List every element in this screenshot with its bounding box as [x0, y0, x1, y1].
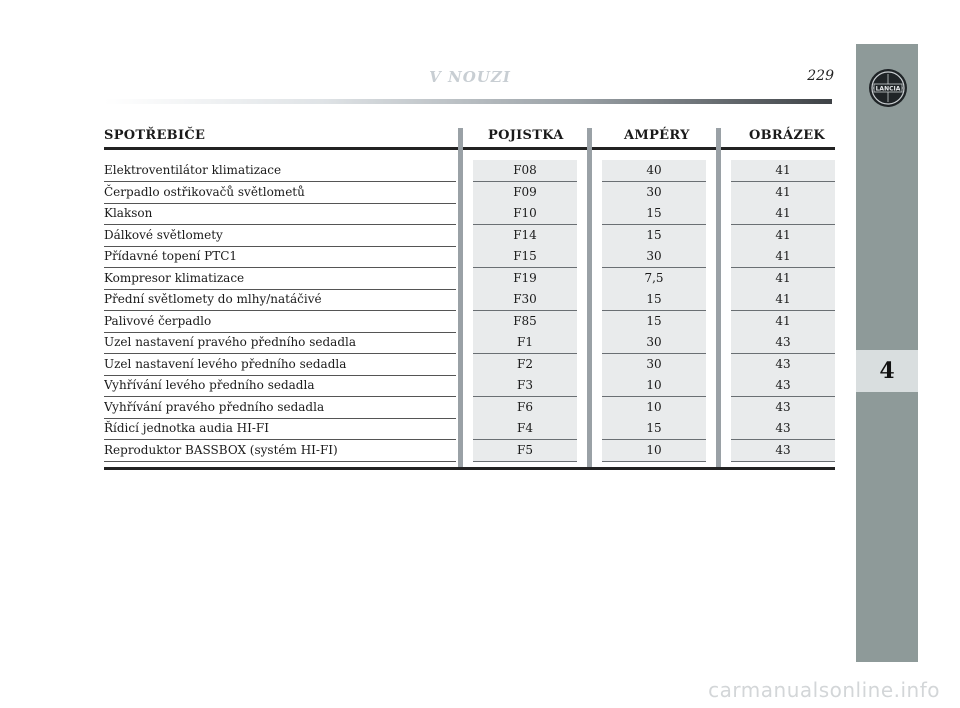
header-rule — [104, 99, 832, 104]
table-cell-figure: 41 — [731, 311, 835, 333]
table-cell-amps: 30 — [602, 332, 706, 354]
table-row-consumer: Dálkové světlomety — [104, 225, 456, 247]
table-row-consumer: Palivové čerpadlo — [104, 311, 456, 333]
table-cell-amps: 10 — [602, 375, 706, 397]
watermark-text: carmanualsonline.info — [708, 678, 940, 702]
fuse-table — [104, 124, 835, 474]
table-cell-fuse: F1 — [473, 332, 577, 354]
column-divider — [458, 128, 463, 468]
table-cell-figure: 43 — [731, 354, 835, 376]
table-cell-amps: 10 — [602, 440, 706, 462]
column-divider — [716, 128, 721, 468]
chapter-number: 4 — [856, 350, 918, 392]
table-row-consumer: Reproduktor BASSBOX (systém HI-FI) — [104, 440, 456, 462]
table-cell-figure: 41 — [731, 160, 835, 182]
table-cell-fuse: F2 — [473, 354, 577, 376]
table-row-consumer: Čerpadlo ostřikovačů světlometů — [104, 182, 456, 204]
page-number: 229 — [807, 68, 834, 84]
table-cell-amps: 30 — [602, 354, 706, 376]
table-cell-fuse: F10 — [473, 203, 577, 225]
header-bottom-rule — [104, 147, 835, 150]
column-header-amps: AMPÉRY — [624, 128, 690, 143]
table-cell-figure: 43 — [731, 397, 835, 419]
table-cell-figure: 41 — [731, 268, 835, 290]
section-title: V NOUZI — [429, 68, 511, 86]
column-divider — [587, 128, 592, 468]
table-bottom-rule — [104, 467, 835, 470]
table-cell-figure: 41 — [731, 289, 835, 311]
table-cell-amps: 10 — [602, 397, 706, 419]
table-cell-fuse: F30 — [473, 289, 577, 311]
table-cell-amps: 15 — [602, 289, 706, 311]
table-cell-fuse: F14 — [473, 225, 577, 247]
table-cell-figure: 43 — [731, 332, 835, 354]
table-cell-amps: 15 — [602, 225, 706, 247]
table-cell-figure: 41 — [731, 225, 835, 247]
table-row-consumer: Elektroventilátor klimatizace — [104, 160, 456, 182]
table-cell-amps: 15 — [602, 311, 706, 333]
table-cell-fuse: F19 — [473, 268, 577, 290]
column-header-fuse: POJISTKA — [488, 128, 564, 143]
table-cell-fuse: F08 — [473, 160, 577, 182]
table-cell-fuse: F85 — [473, 311, 577, 333]
table-cell-fuse: F3 — [473, 375, 577, 397]
table-cell-fuse: F6 — [473, 397, 577, 419]
table-cell-amps: 40 — [602, 160, 706, 182]
table-row-consumer: Řídicí jednotka audia HI-FI — [104, 418, 456, 440]
column-header-figure: OBRÁZEK — [749, 128, 825, 143]
table-cell-fuse: F15 — [473, 246, 577, 268]
lancia-logo-icon — [868, 68, 908, 108]
table-cell-amps: 15 — [602, 203, 706, 225]
table-row-consumer: Přední světlomety do mlhy/natáčivé — [104, 289, 456, 311]
table-cell-fuse: F4 — [473, 418, 577, 440]
table-cell-figure: 41 — [731, 203, 835, 225]
table-row-consumer: Vyhřívání levého předního sedadla — [104, 375, 456, 397]
table-cell-fuse: F5 — [473, 440, 577, 462]
table-cell-figure: 41 — [731, 182, 835, 204]
table-cell-fuse: F09 — [473, 182, 577, 204]
table-row-consumer: Uzel nastavení levého předního sedadla — [104, 354, 456, 376]
table-row-consumer: Uzel nastavení pravého předního sedadla — [104, 332, 456, 354]
table-cell-figure: 43 — [731, 418, 835, 440]
table-cell-amps: 7,5 — [602, 268, 706, 290]
table-cell-figure: 43 — [731, 440, 835, 462]
table-row-consumer: Klakson — [104, 203, 456, 225]
table-row-consumer: Přídavné topení PTC1 — [104, 246, 456, 268]
table-cell-amps: 15 — [602, 418, 706, 440]
table-cell-amps: 30 — [602, 246, 706, 268]
table-cell-amps: 30 — [602, 182, 706, 204]
table-cell-figure: 41 — [731, 246, 835, 268]
table-row-consumer: Vyhřívání pravého předního sedadla — [104, 397, 456, 419]
column-header-consumer: SPOTŘEBIČE — [104, 128, 206, 143]
table-row-consumer: Kompresor klimatizace — [104, 268, 456, 290]
logo-text: LANCIA — [875, 85, 901, 93]
table-cell-figure: 43 — [731, 375, 835, 397]
